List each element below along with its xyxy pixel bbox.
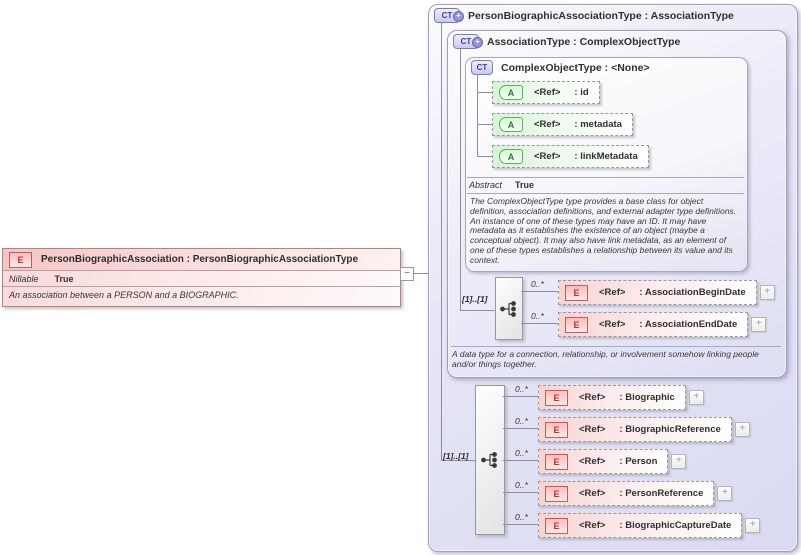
ct-letters: CT [476,63,488,72]
complex-type-icon [453,34,479,49]
element-name: : BiographicReference [619,424,721,435]
occurs-label: 0..* [531,311,544,321]
element-icon: E [545,518,568,534]
sequence-compositor[interactable] [495,277,523,340]
connector-line [441,23,442,460]
element-name: : Biographic [619,392,675,403]
global-element-box[interactable] [2,248,401,307]
collapse-toggle[interactable]: − [400,267,414,281]
connector-line [503,460,538,461]
complex-type-icon [471,60,493,75]
global-element-title-row [3,249,400,271]
element-name: : AssociationBeginDate [639,287,746,298]
cardinality-label: [1]..[1] [443,451,469,461]
separator [467,177,744,178]
element-box-biographic[interactable] [538,385,686,410]
attribute-name: : metadata [574,119,622,130]
root-base-type-title: ComplexObjectType : <None> [501,61,650,74]
element-name: : Person [619,456,658,467]
connector-line [477,74,478,156]
attribute-ref: <Ref> [534,119,561,130]
occurs-label: 0..* [531,279,544,289]
connector-line [413,273,428,274]
attribute-box-metadata[interactable] [492,113,633,136]
element-ref: <Ref> [599,287,626,298]
element-row [558,280,775,305]
element-name: : BiographicCaptureDate [619,520,732,531]
occurs-label: 0..* [515,416,528,426]
complex-type-icon [434,8,460,23]
ct-letters: CT [441,11,453,20]
element-icon: E [565,285,588,301]
property-label: Nillable [9,273,39,284]
attribute-icon: A [499,85,523,100]
element-row [538,385,704,410]
element-ref: <Ref> [579,424,606,435]
occurs-label: 0..* [515,448,528,458]
element-box-biographicreference[interactable] [538,417,732,442]
element-icon: E [565,317,588,333]
connector-line [521,323,558,324]
derived-type-plus-icon: + [472,37,483,48]
element-ref: <Ref> [579,392,606,403]
attribute-row [492,145,649,168]
attribute-ref: <Ref> [534,151,561,162]
attribute-row [492,81,600,104]
type-header [434,8,734,23]
complexobjecttype-documentation: The ComplexObjectType type provides a base class for object definition, association definitions, and external adapter type definitions. An instance of one of these types may have an ID. It may have metadata as it establishes the existence of an object (maybe a conceptual object). It may also have link metadata, as an element of one of these types establishes a relationship between its value and its context. [470,196,737,265]
base-type-header [453,34,680,49]
expand-button[interactable]: + [751,317,766,332]
element-ref: <Ref> [579,488,606,499]
expand-button[interactable]: + [689,390,704,405]
attribute-icon: A [499,149,523,164]
connector-line [460,49,461,310]
element-icon: E [9,252,32,268]
attribute-icon: A [499,117,523,132]
associationtype-documentation: A data type for a connection, relationship, or involvement somehow linking people and/or things together. [452,349,759,369]
element-box-associationbegindate[interactable] [558,280,757,305]
abstract-property-row [469,180,534,190]
element-row [538,481,732,506]
separator [467,193,744,194]
attribute-name: : linkMetadata [574,151,638,162]
connector-line [503,492,538,493]
connector-line [521,291,558,292]
root-base-type-header [471,60,650,75]
expand-button[interactable]: + [717,486,732,501]
connector-line [503,428,538,429]
element-ref: <Ref> [579,520,606,531]
element-box-personreference[interactable] [538,481,714,506]
global-element-title: PersonBiographicAssociation : PersonBiographicAssociationType [41,254,359,265]
element-ref: <Ref> [599,319,626,330]
sequence-compositor[interactable] [475,385,505,535]
element-icon: E [545,390,568,406]
expand-button[interactable]: + [760,285,775,300]
element-box-biographiccapturedate[interactable] [538,513,742,538]
element-icon: E [545,422,568,438]
connector-line [477,92,492,93]
sequence-icon [499,300,519,318]
element-documentation: An association between a PERSON and a BIOGRAPHIC. [9,290,239,300]
sequence-icon [480,451,500,469]
connector-line [460,310,495,311]
property-value: True [54,273,74,284]
attribute-box-linkmetadata[interactable] [492,145,649,168]
property-value: True [515,180,535,190]
attribute-box-id[interactable] [492,81,600,104]
cardinality-label: [1]..[1] [462,294,488,304]
occurs-label: 0..* [515,384,528,394]
element-box-associationenddate[interactable] [558,312,748,337]
connector-line [503,524,538,525]
element-row [538,449,686,474]
element-row [558,312,766,337]
connector-line [503,396,538,397]
occurs-label: 0..* [515,480,528,490]
attribute-name: : id [574,87,589,98]
nillable-property-row [3,271,400,287]
derived-type-plus-icon: + [453,11,464,22]
attribute-row [492,113,633,136]
element-row [538,417,750,442]
element-name: : AssociationEndDate [639,319,738,330]
attribute-ref: <Ref> [534,87,561,98]
connector-line [477,124,492,125]
connector-line [477,156,492,157]
element-ref: <Ref> [579,456,606,467]
element-box-person[interactable] [538,449,668,474]
type-title: PersonBiographicAssociationType : AssociationType [468,9,734,22]
element-row [538,513,760,538]
element-icon: E [545,486,568,502]
property-label: Abstract [469,180,503,190]
expand-button[interactable]: + [671,454,686,469]
expand-button[interactable]: + [735,422,750,437]
expand-button[interactable]: + [745,518,760,533]
separator [451,346,781,347]
occurs-label: 0..* [515,512,528,522]
element-icon: E [545,454,568,470]
ct-letters: CT [460,37,472,46]
base-type-title: AssociationType : ComplexObjectType [487,35,681,48]
element-name: : PersonReference [619,488,704,499]
